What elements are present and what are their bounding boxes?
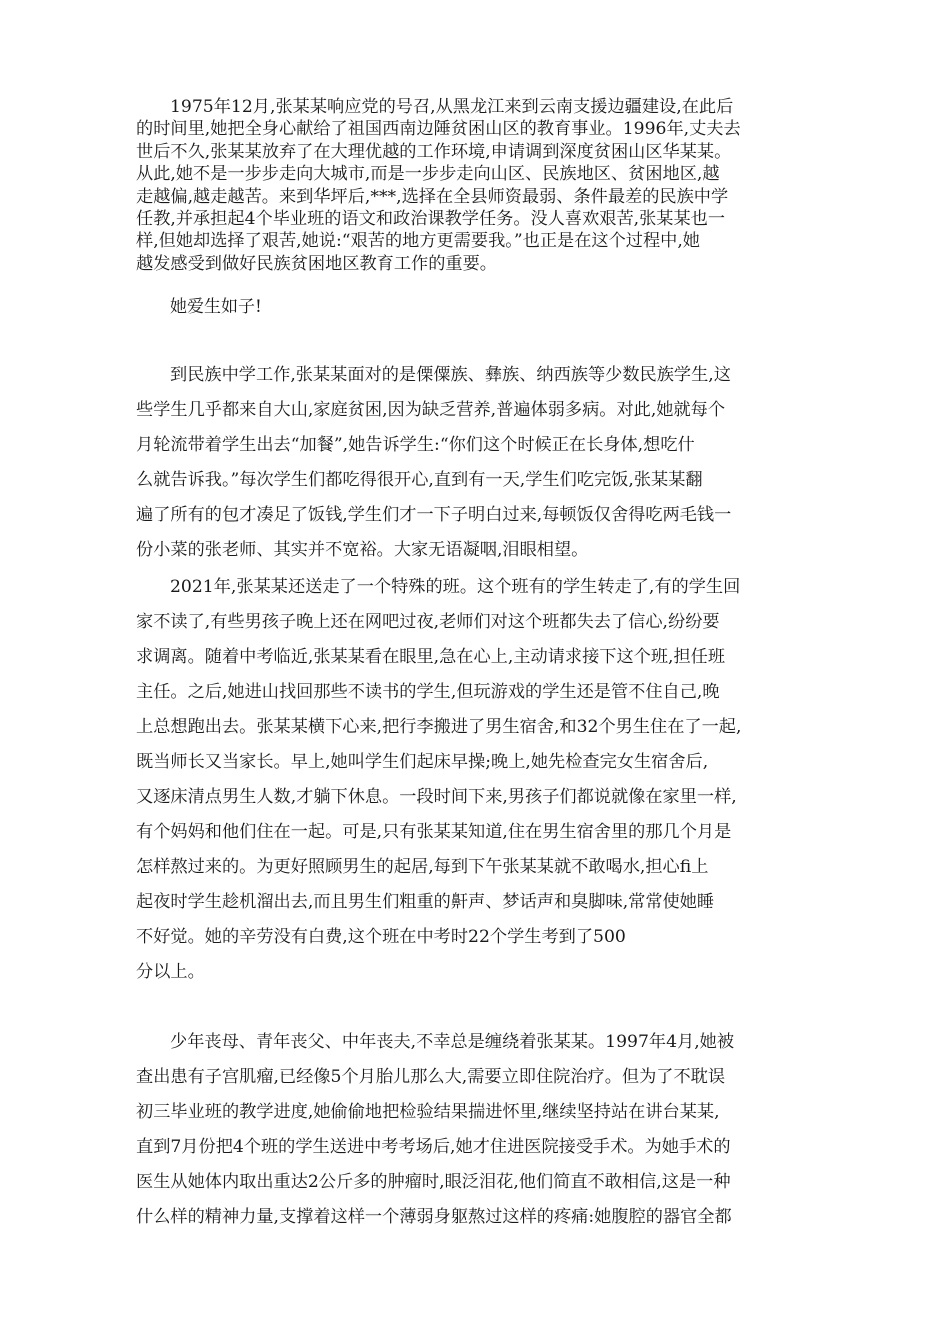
text-line: 查出患有子宫肌瘤,已经像5个月胎儿那么大,需要立即住院治疗。但为了不耽误 [136,1067,726,1087]
text-line: 求调离。随着中考临近,张某某看在眼里,急在心上,主动请求接下这个班,担任班 [136,647,726,667]
text-line: 怎样熬过来的。为更好照顾男生的起居,每到下午张某某就不敢喝水,担心fi上 [136,857,709,877]
text-line: 任教,并承担起4个毕业班的语文和政治课教学任务。没人喜欢艰苦,张某某也一 [136,209,726,230]
section-heading [136,296,828,318]
text-line: 1975年12月,张某某响应党的号召,从黑龙江来到云南支援边疆建设,在此后 [170,97,734,117]
text-line: 少年丧母、青年丧父、中年丧夫,不幸总是缠绕着张某某。1997年4月,她被 [170,1032,735,1052]
text-line: 些学生几乎都来自大山,家庭贫困,因为缺乏营养,普遍体弱多病。对此,她就每个 [136,400,726,420]
text-line: 初三毕业班的教学进度,她偷偷地把检验结果揣进怀里,继续坚持站在讲台某某, [136,1102,720,1122]
text-line: 什么样的精神力量,支撑着这样一个薄弱身躯熬过这样的疼痛:她腹腔的器官全都 [136,1207,732,1227]
paragraph-special-class [136,570,828,990]
paragraph-students [136,358,828,568]
text-line: 遍了所有的包才凑足了饭钱,学生们才一下子明白过来,每顿饭仅舍得吃两毛钱一 [136,505,732,525]
text-line: 的时间里,她把全身心献给了祖国西南边陲贫困山区的教育事业。1996年,丈夫去 [136,119,741,140]
text-line: 月轮流带着学生出去“加餐”,她告诉学生:“你们这个时候正在长身体,想吃什 [136,435,695,455]
text-line: 有个妈妈和他们住在一起。可是,只有张某某知道,住在男生宿舍里的那几个月是 [136,822,732,842]
text-line: 2021年,张某某还送走了一个特殊的班。这个班有的学生转走了,有的学生回 [170,577,741,597]
text-line: 医生从她体内取出重达2公斤多的肿瘤时,眼泛泪花,他们简直不敢相信,这是一种 [136,1172,731,1192]
text-line: 到民族中学工作,张某某面对的是傈僳族、彝族、纳西族等少数民族学生,这 [170,365,731,385]
text-line: 么就告诉我。”每次学生们都吃得很开心,直到有一天,学生们吃完饭,张某某翻 [136,470,703,490]
text-line: 直到7月份把4个班的学生送进中考考场后,她才住进医院接受手术。为她手术的 [136,1137,731,1157]
text-line: 样,但她却选择了艰苦,她说:“艰苦的地方更需要我。”也正是在这个过程中,她 [136,231,700,252]
text-line: 世后不久,张某某放弃了在大理优越的工作环境,申请调到深度贫困山区华某某。 [136,141,732,162]
text-line: 起夜时学生趁机溜出去,而且男生们粗重的鼾声、梦话声和臭脚味,常常使她睡 [136,892,715,912]
text-line: 分以上。 [136,962,205,982]
text-line: 份小菜的张老师、其实并不宽裕。大家无语凝咽,泪眼相望。 [136,540,589,560]
text-line: 不好觉。她的辛劳没有白费,这个班在中考时22个学生考到了500 [136,927,626,947]
text-line: 上总想跑出去。张某某横下心来,把行李搬进了男生宿舍,和32个男生住在了一起, [136,717,742,737]
heading-text: 她爱生如子! [170,297,262,317]
text-line: 主任。之后,她进山找回那些不读书的学生,但玩游戏的学生还是管不住自己,晚 [136,682,720,702]
text-line: 从此,她不是一步步走向大城市,而是一步步走向山区、民族地区、贫困地区,越 [136,164,720,185]
paragraph-illness [136,1025,828,1235]
text-line: 既当师长又当家长。早上,她叫学生们起床早操;晚上,她先检查完女生宿舍后, [136,752,709,772]
paragraph-intro [136,96,828,275]
text-line: 走越偏,越走越苦。来到华坪后,***,选择在全县师资最弱、条件最差的民族中学 [136,186,729,207]
text-line: 越发感受到做好民族贫困地区教育工作的重要。 [136,253,497,274]
text-line: 家不读了,有些男孩子晚上还在网吧过夜,老师们对这个班都失去了信心,纷纷要 [136,612,720,632]
text-line: 又逐床清点男生人数,才躺下休息。一段时间下来,男孩子们都说就像在家里一样, [136,787,737,807]
